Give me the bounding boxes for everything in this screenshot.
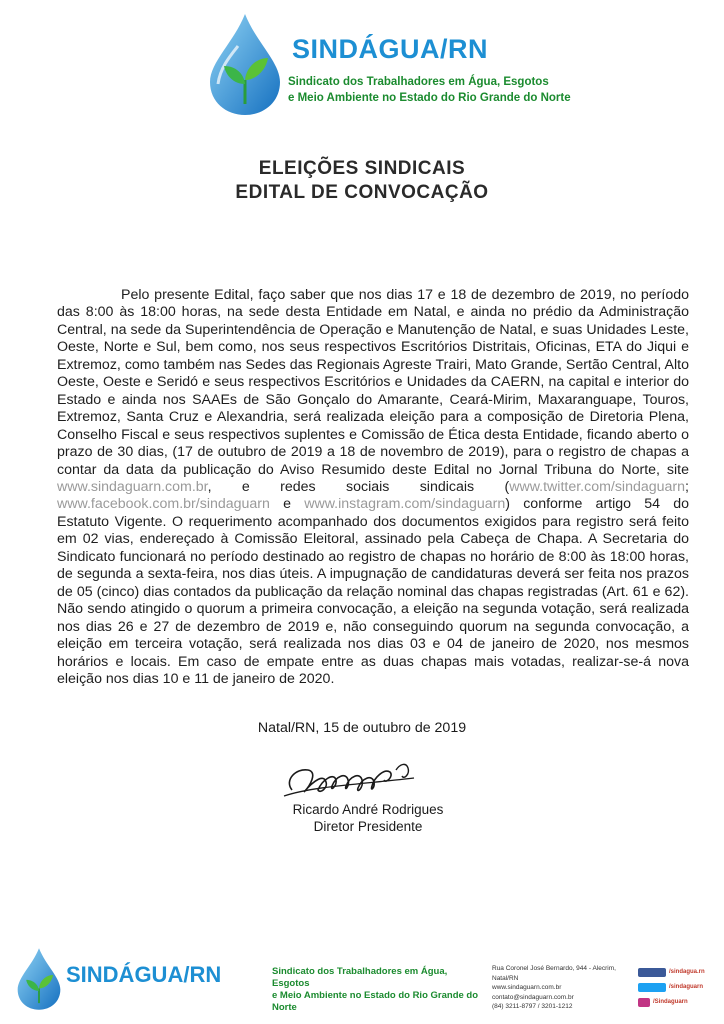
edital-body bbox=[57, 287, 689, 688]
social-instagram[interactable] bbox=[638, 996, 722, 1008]
footer-social-links bbox=[638, 966, 722, 1011]
twitter-icon bbox=[638, 983, 666, 992]
footer-water-drop-logo-icon bbox=[14, 946, 64, 1012]
facebook-icon bbox=[638, 968, 666, 977]
footer-contact bbox=[492, 964, 627, 1012]
footer-email[interactable]: contato@sindaguarn.com.br bbox=[492, 993, 574, 1001]
footer-phone: (84) 3211-8797 / 3201-1212 bbox=[492, 1003, 573, 1010]
union-description bbox=[288, 74, 598, 106]
instagram-link[interactable]: www.instagram.com/sindaguarn bbox=[304, 496, 506, 513]
footer bbox=[0, 940, 724, 1024]
instagram-handle: /Sindaguarn bbox=[653, 999, 688, 1005]
body-text-part-2: , e redes sociais sindicais ( bbox=[207, 478, 510, 495]
union-description-line-1: Sindicato dos Trabalhadores em Água, Esgotos bbox=[288, 76, 549, 88]
site-link[interactable]: www.sindaguarn.com.br bbox=[57, 478, 208, 495]
footer-union-name: SINDÁGUA/RN bbox=[66, 962, 222, 987]
union-name: SINDÁGUA/RN bbox=[292, 34, 489, 64]
social-facebook[interactable] bbox=[638, 966, 722, 978]
footer-website[interactable]: www.sindaguarn.com.br bbox=[492, 984, 562, 991]
body-text-part-1: Pelo presente Edital, faço saber que nos dias 17 e 18 de dezembro de 2019, no período das 8:00 às 18:00 horas, na sede desta Entidade em Natal, e ainda no prédio da Administração Central, na sede da Superintendência de Operação e Manutenção de Natal, e suas Unidades Leste, Oeste, Norte e Sul, bem como, nos seus respectivos Escritórios Distritais, Oficinas, ETA do Jiqui e Extremoz, como também nas Sedes das Regionais Agreste Trairi, Mato Grande, Sertão Central, Alto Oeste, Oeste e Seridó e seus respectivos Escritórios e Unidades da CAERN, na capital e interior do Estado e ainda nos SAAEs de São Gonçalo do Amarante, Ceará-Mirim, Maxaranguape, Touros, Extremoz, Santa Cruz e Alexandria, será realizada eleição para a composição de Diretoria Plena, Conselho Fiscal e seus respectivos suplentes e Comissão de Ética desta Entidade, ficando aberto o prazo de 30 dias, (17 de outubro de 2019 a 18 de novembro de 2019), para o registro de chapas a contar da data da publicação do Aviso Resumido deste Edital no Jornal Tribuna do Norte, site bbox=[57, 287, 689, 478]
body-text-part-5: ) conforme artigo 54 do Estatuto Vigente. O requerimento acompanhado dos documentos exigidos para registro será feito em 02 vias, endereçado à Comissão Eleitoral, assinado pela Cabeça de Chapa. A Secretaria do Sindicato funcionará no período destinado ao registro de chapas no horário de 8:00 às 18:00 horas, de segunda a sexta-feira, nos dias úteis. A impugnação de candidaturas deverá ser feita nos prazos de 05 (cinco) dias contados da publicação da relação nominal das chapas registradas (Art. 61 e 62). Não sendo atingido o quorum a primeira convocação, a eleição na segunda votação, será realizada nos dias 26 e 27 de dezembro de 2019 e, não conseguindo quorum na segunda convocação, a eleição em terceira votação, será realizada nos dias 03 e 04 de janeiro de 2020, nos mesmos horários e locais. Em caso de empate entre as duas chapas mais votadas, realizar-se-á nova eleição nos dias 10 e 11 de janeiro de 2020. bbox=[57, 496, 689, 687]
footer-description-line-2: e Meio Ambiente no Estado do Rio Grande do Norte bbox=[272, 990, 479, 1013]
footer-description-line-1: Sindicato dos Trabalhadores em Água, Esgotos bbox=[272, 966, 448, 989]
water-drop-leaf-logo-icon bbox=[204, 12, 286, 117]
handwritten-signature bbox=[274, 750, 434, 810]
body-text-part-4: e bbox=[269, 496, 305, 513]
date-line: Natal/RN, 15 de outubro de 2019 bbox=[257, 720, 467, 736]
document-title: ELEIÇÕES SINDICAIS bbox=[258, 158, 466, 179]
instagram-icon bbox=[638, 998, 650, 1007]
signer-name: Ricardo André Rodrigues bbox=[292, 802, 444, 817]
body-text-part-3: ; bbox=[685, 478, 689, 495]
facebook-handle: /sindagua.rn bbox=[669, 969, 705, 975]
social-twitter[interactable] bbox=[638, 981, 722, 993]
letterhead bbox=[200, 12, 620, 117]
document-subtitle: EDITAL DE CONVOCAÇÃO bbox=[235, 182, 489, 203]
union-description-line-2: e Meio Ambiente no Estado do Rio Grande do Norte bbox=[288, 92, 571, 104]
signer-role: Diretor Presidente bbox=[313, 819, 423, 834]
facebook-link[interactable]: www.facebook.com.br/sindaguarn bbox=[57, 496, 270, 513]
footer-union-description bbox=[272, 966, 482, 1014]
twitter-link[interactable]: www.twitter.com/sindaguarn bbox=[509, 478, 686, 495]
footer-address: Rua Coronel José Bernardo, 944 - Alecrim, Natal/RN bbox=[492, 965, 616, 982]
twitter-handle: /sindaguarn bbox=[669, 984, 704, 990]
edital-paragraph bbox=[57, 287, 689, 688]
